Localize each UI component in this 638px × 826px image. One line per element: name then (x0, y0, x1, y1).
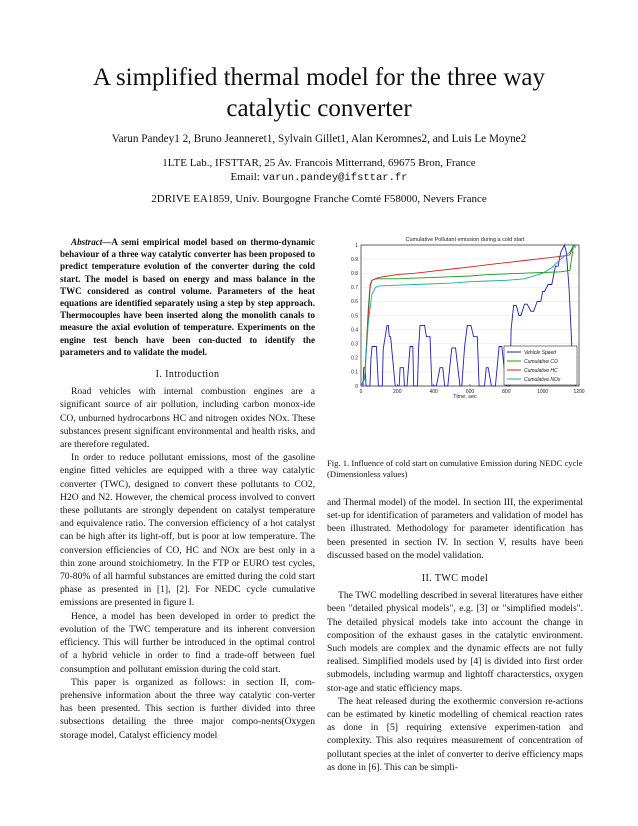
x-tick-label: 400 (429, 389, 438, 395)
y-tick-label: 1 (355, 242, 358, 249)
abstract (60, 236, 315, 358)
x-tick-label: 800 (502, 389, 511, 395)
legend-label: Cumulative HC (524, 367, 558, 374)
y-tick-label: 0.1 (351, 369, 358, 376)
y-tick-label: 0.8 (351, 271, 358, 277)
x-tick-label: 600 (465, 389, 475, 395)
x-tick-label: 0 (359, 389, 363, 395)
title-line-1: A simplified thermal model for the three way (93, 64, 545, 91)
y-tick-label: 0.3 (351, 341, 358, 348)
y-tick-label: 0 (355, 383, 358, 390)
email-address: varun.pandey@ifsttar.fr (262, 172, 408, 184)
intro-paragraph-1: Road vehicles with internal combustion engines are a significant source of air pollution, including carbon monox-ide CO, unburned hydrocarbons HC and nitrogen oxides NOx. These substances present significant environmental and health risks, and are therefore regulated. (60, 386, 315, 451)
intro-paragraph-2: In order to reduce pollutant emissions, most of the gasoline engine fitted vehicles are equipped with a three way catalytic converter (TWC), designed to convert these pollutants to CO2, H2O and N2. However, the chemical process involved to convert these pollutants are strongly dependent on catalyst temperature and equivalence ratio. The conversion efficiency of a hot catalyst can be high after its light-off, but is poor at low temperature. The conversion efficiencies of CO, HC and NOx are best only in a thin zone around stoichiometry. In the FTP or EURO test cycles, 70-80% of all harmful substances are emitted during the cold start phase as presented in [1], [2]. For NEDC cycle cumulative emissions are presented in figure I. (60, 452, 315, 609)
chart-x-label: Time, sec (453, 394, 477, 400)
legend-label: Cumulative CO (524, 358, 558, 365)
y-tick-label: 0.4 (351, 327, 358, 334)
abstract-label: Abstract (71, 237, 103, 247)
abstract-text: —A semi empirical model based on thermo-dynamic behaviour of a three way catalytic converter has been proposed to predict temperature evolution of the converter during the cold start. The model is based on energy and mass balance in the TWC considered as control volume. Parameters of the heat equations are identified separately using a step by step approach. Thermocouples have been inserted along the monolith canals to measure the axial evolution of temperature. Experiments on the engine test bench have been con-ducted to identify the parameters and to validate the model. (60, 237, 315, 357)
right-continuation: and Thermal model) of the model. In section III, the experimental set-up for identification of parameters and validation of model has been illustrated. Methodology for parameter identification has been presented in section IV. In section V, results have been discussed based on the model validation. (327, 497, 583, 561)
chart-title: Cumulative Pollutant emission during a cold start (405, 237, 525, 243)
chart-legend (504, 346, 577, 385)
y-tick-label: 0.2 (351, 355, 358, 362)
affiliation-1-email (0, 170, 638, 185)
paper-title (0, 62, 638, 124)
left-column (60, 236, 315, 742)
email-label: Email: (230, 171, 263, 183)
intro-paragraph-3: Hence, a model has been developed in order to predict the evolution of the TWC temperature and its inherent conversion efficiency. This will further be introduced in the optimal control of a hybrid vehicle in order to find a trade-off between fuel consumption and pollutant emission during the cold start. (60, 610, 315, 675)
x-tick-label: 200 (393, 389, 402, 395)
y-tick-label: 0.7 (351, 285, 358, 292)
intro-paragraph-4: This paper is organized as follows: in section II, com-prehensive information about the three way catalytic con-verter has been presented. This section is further divided into three subsections detailing the three major compo-nents(Oxygen storage model, Catalyst efficiency model (60, 676, 315, 741)
figure-caption: Fig. 1. Influence of cold start on cumulative Emission during NEDC cycle (Dimensionless values) (327, 458, 583, 479)
twc-paragraph-2: The heat released during the exothermic conversion re-actions can be estimated by kinetic modelling of chemical reaction rates as done in [5] requiring extensive experimen-tation and complexity. This also requires measurement of concentration of pollutant species at the inlet of converter to derive efficiency maps as done in [6]. This can be simpli- (327, 695, 583, 773)
x-tick-label: 1200 (573, 389, 585, 395)
title-line-2: catalytic converter (226, 95, 412, 122)
y-tick-label: 0.6 (351, 299, 358, 306)
authors: Varun Pandey1 2, Bruno Jeanneret1, Sylvain Gillet1, Alan Keromnes2, and Luis Le Moyne2 (111, 133, 527, 145)
y-tick-label: 0.5 (351, 313, 358, 320)
section-1-heading: I. Introduction (155, 369, 220, 381)
cumulative-emission-chart (326, 232, 588, 452)
section-2-heading: II. TWC model (421, 573, 489, 585)
affiliation-1: 1LTE Lab., IFSTTAR, 25 Av. Francois Mitterrand, 69675 Bron, France (162, 157, 476, 169)
legend-label: Vehicle Speed (524, 349, 557, 356)
affiliation-2: 2DRIVE EA1859, Univ. Bourgogne Franche Comté F58000, Nevers France (151, 193, 487, 205)
twc-paragraph-1: The TWC modelling described in several literatures have either been "detailed physical models", e.g. [3] or "simplified models". The detailed physical models take into account the change in composition of the exhaust gases in the catalytic environment. Such models are complex and the dynamic effects are not fully realised. Simplified models used by [4] is divided into first order submodels, including warmup and lightoff characterstics, oxygen stor-age and static efficiency maps. (327, 590, 583, 694)
legend-label: Cumulative NOx (524, 376, 561, 383)
y-tick-label: 0.9 (351, 256, 358, 263)
x-tick-label: 1000 (537, 389, 549, 395)
right-column (327, 496, 583, 774)
